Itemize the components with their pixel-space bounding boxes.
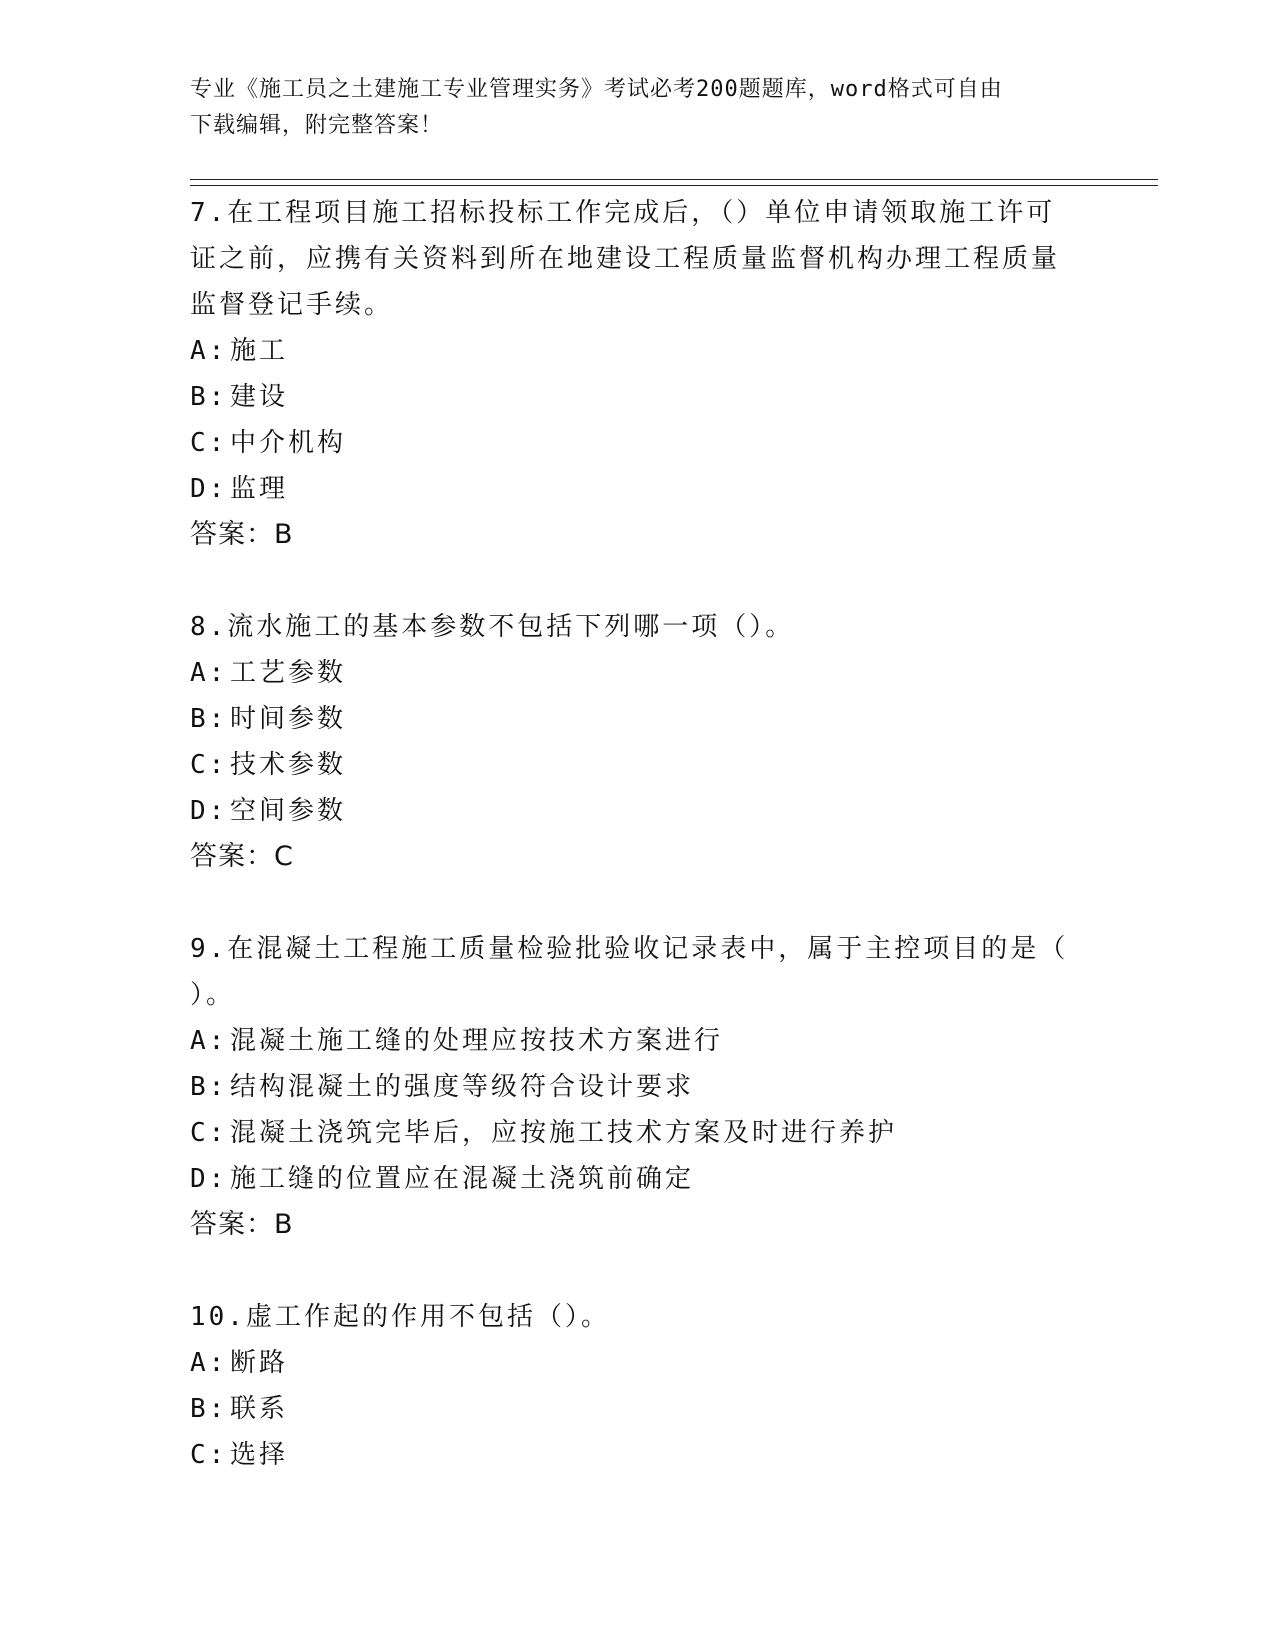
option-text: 断路 bbox=[230, 1348, 289, 1378]
option-text: 中介机构 bbox=[230, 428, 347, 458]
question-stem-line: 9.在混凝土工程施工质量检验批验收记录表中，属于主控项目的是（ bbox=[190, 934, 1069, 964]
question-stem-line: 证之前，应携有关资料到所在地建设工程质量监督机构办理工程质量 bbox=[190, 244, 1061, 274]
option-key: A: bbox=[190, 1348, 228, 1378]
header-divider-top bbox=[190, 179, 1158, 180]
option-key: C: bbox=[190, 1440, 228, 1470]
option-text: 时间参数 bbox=[230, 704, 347, 734]
question-list bbox=[190, 190, 1090, 1524]
option-key: B: bbox=[190, 1394, 228, 1424]
option-key: A: bbox=[190, 336, 228, 366]
question-7 bbox=[190, 190, 1090, 558]
option-text: 工艺参数 bbox=[230, 658, 347, 688]
document-header bbox=[190, 72, 1090, 144]
option-key: B: bbox=[190, 704, 228, 734]
option-text: 施工 bbox=[230, 336, 289, 366]
question-stem-line: ）。 bbox=[190, 980, 236, 1010]
option-key: C: bbox=[190, 750, 228, 780]
question-stem bbox=[190, 604, 1090, 650]
option-key: A: bbox=[190, 658, 228, 688]
option-key: C: bbox=[190, 1118, 228, 1148]
option-c bbox=[190, 1432, 1090, 1478]
header-divider-bottom bbox=[190, 185, 1158, 186]
option-text: 结构混凝土的强度等级符合设计要求 bbox=[230, 1072, 695, 1102]
answer-line: 答案：C bbox=[190, 841, 294, 872]
option-a bbox=[190, 1018, 1090, 1064]
option-text: 建设 bbox=[230, 382, 289, 412]
option-key: B: bbox=[190, 382, 228, 412]
option-key: D: bbox=[190, 1164, 228, 1194]
option-text: 监理 bbox=[230, 474, 289, 504]
option-text: 选择 bbox=[230, 1440, 289, 1470]
question-stem-line: 监督登记手续。 bbox=[190, 290, 394, 320]
option-text: 混凝土施工缝的处理应按技术方案进行 bbox=[230, 1026, 724, 1056]
option-key: D: bbox=[190, 474, 228, 504]
question-stem-line: 10.虚工作起的作用不包括（）。 bbox=[190, 1302, 610, 1332]
option-d bbox=[190, 788, 1090, 834]
question-stem bbox=[190, 1294, 1090, 1340]
option-text: 空间参数 bbox=[230, 796, 347, 826]
option-text: 联系 bbox=[230, 1394, 289, 1424]
option-key: A: bbox=[190, 1026, 228, 1056]
header-line-2: 下载编辑，附完整答案！ bbox=[190, 113, 444, 138]
option-text: 技术参数 bbox=[230, 750, 347, 780]
question-10 bbox=[190, 1294, 1090, 1478]
answer-line: 答案：B bbox=[190, 519, 294, 550]
option-key: D: bbox=[190, 796, 228, 826]
option-d bbox=[190, 466, 1090, 512]
option-c bbox=[190, 1110, 1090, 1156]
question-stem bbox=[190, 190, 1090, 328]
option-d bbox=[190, 1156, 1090, 1202]
option-key: B: bbox=[190, 1072, 228, 1102]
option-key: C: bbox=[190, 428, 228, 458]
option-a bbox=[190, 328, 1090, 374]
option-text: 施工缝的位置应在混凝土浇筑前确定 bbox=[230, 1164, 695, 1194]
option-b bbox=[190, 696, 1090, 742]
option-b bbox=[190, 1386, 1090, 1432]
answer-line: 答案：B bbox=[190, 1209, 294, 1240]
option-a bbox=[190, 1340, 1090, 1386]
option-b bbox=[190, 1064, 1090, 1110]
header-line-1: 专业《施工员之土建施工专业管理实务》考试必考200题题库，word格式可自由 bbox=[190, 77, 1003, 102]
question-9 bbox=[190, 926, 1090, 1248]
option-c bbox=[190, 420, 1090, 466]
question-stem-line: 8.流水施工的基本参数不包括下列哪一项（）。 bbox=[190, 612, 795, 642]
option-a bbox=[190, 650, 1090, 696]
option-c bbox=[190, 742, 1090, 788]
question-stem bbox=[190, 926, 1090, 1018]
option-text: 混凝土浇筑完毕后，应按施工技术方案及时进行养护 bbox=[230, 1118, 898, 1148]
option-b bbox=[190, 374, 1090, 420]
question-stem-line: 7.在工程项目施工招标投标工作完成后，（）单位申请领取施工许可 bbox=[190, 198, 1056, 228]
question-8 bbox=[190, 604, 1090, 880]
